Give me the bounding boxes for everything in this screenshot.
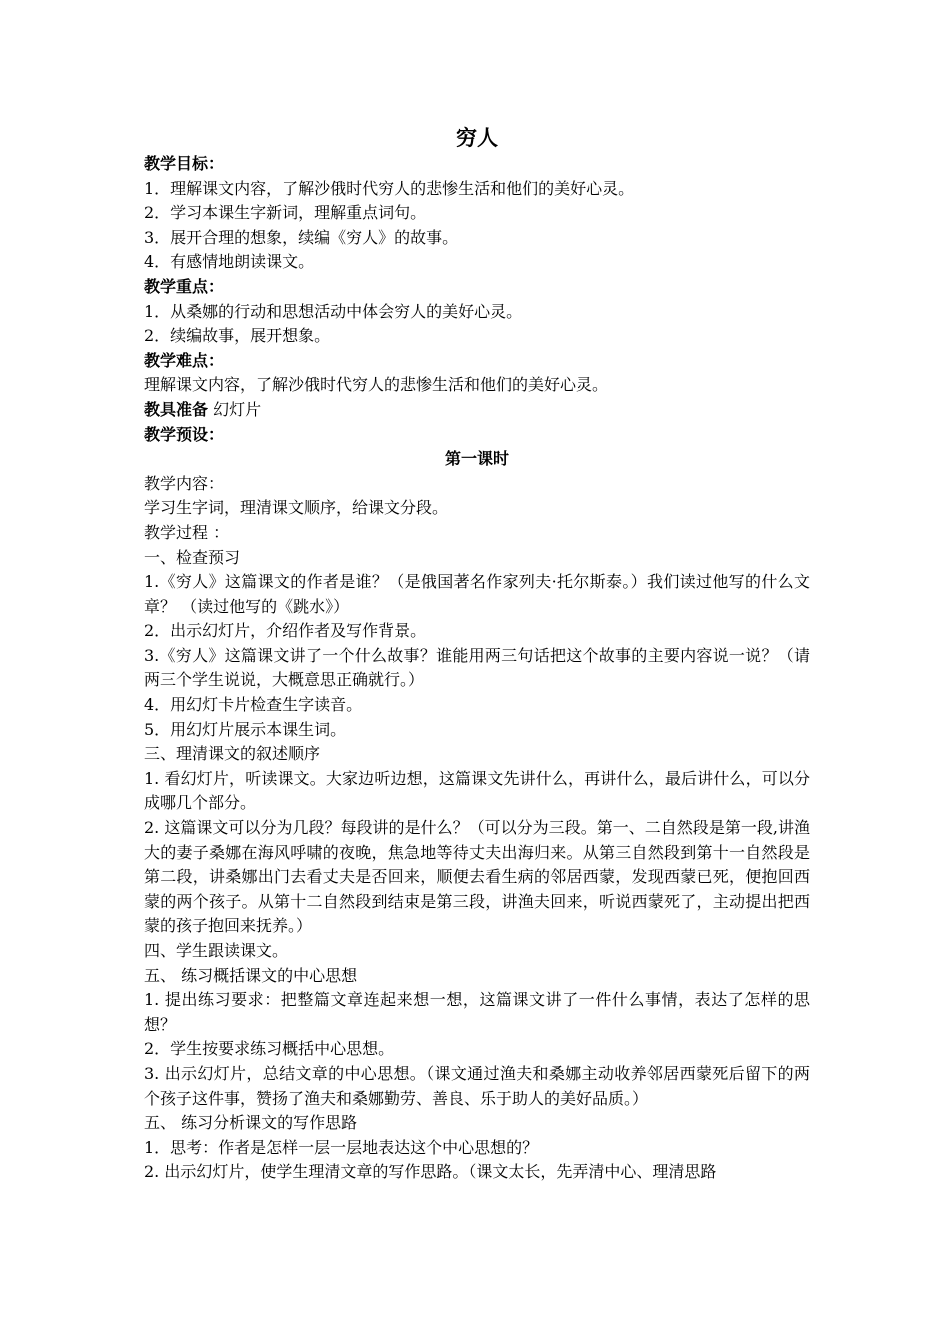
objective-item: 3．展开合理的想象，续编《穷人》的故事。 <box>144 227 459 247</box>
section-heading: 五、 练习概括课文的中心思想 <box>144 965 358 985</box>
content-label: 教学内容： <box>144 473 225 493</box>
key-point-item: 1．从桑娜的行动和思想活动中体会穷人的美好心灵。 <box>144 301 523 321</box>
tools-heading: 教具准备 <box>144 399 209 419</box>
tools-line <box>144 398 810 423</box>
document-title: 穷人 <box>456 126 498 150</box>
section-item: 3.《穷人》这篇课文讲了一个什么故事？谁能用两三句话把这个故事的主要内容说一说？（请两三个学生说说，大概意思正确就行。） <box>144 645 810 690</box>
section-heading: 四、学生跟读课文。 <box>144 941 289 960</box>
section-heading: 一、检查预习 <box>144 547 241 567</box>
section-item: 2. 出示幻灯片，使学生理清文章的写作思路。（课文太长，先弄清中心、理清思路 <box>144 1162 717 1182</box>
section-heading: 五、 练习分析课文的写作思路 <box>144 1113 358 1133</box>
section-item: 1．思考：作者是怎样一层一层地表达这个中心思想的？ <box>144 1137 539 1157</box>
document-body <box>144 126 810 1185</box>
section-item: 4．用幻灯卡片检查生字读音。 <box>144 695 363 715</box>
lesson-heading: 第一课时 <box>444 449 509 469</box>
difficulty-text: 理解课文内容，了解沙俄时代穷人的悲惨生活和他们的美好心灵。 <box>144 375 609 395</box>
objective-item: 2．学习本课生字新词，理解重点词句。 <box>144 203 427 223</box>
section-item: 1. 提出练习要求：把整篇文章连起来想一想，这篇课文讲了一件什么事情，表达了怎样的思想？ <box>144 990 810 1034</box>
section-item: 5．用幻灯片展示本课生词。 <box>144 719 347 739</box>
section-item: 3. 出示幻灯片，总结文章的中心思想。（课文通过渔夫和桑娜主动收养邻居西蒙死后留下的两个孩子这件事，赞扬了渔夫和桑娜勤劳、善良、乐于助人的美好品质。） <box>144 1063 810 1108</box>
objectives-heading: 教学目标： <box>144 154 225 173</box>
tools-text: 幻灯片 <box>208 399 262 419</box>
preset-heading: 教学预设： <box>144 424 225 444</box>
section-heading: 三、理清课文的叙述顺序 <box>144 744 321 764</box>
objective-item: 4．有感情地朗读课文。 <box>144 252 315 272</box>
section-item: 2．学生按要求练习概括中心思想。 <box>144 1039 395 1059</box>
section-item: 2. 这篇课文可以分为几段？每段讲的是什么？（可以分为三段。第一、二自然段是第一段,讲渔大的妻子桑娜在海风呼啸的夜晚，焦急地等待丈夫出海归来。从第三自然段到第十一自然段是第二段，讲桑娜出门去看丈夫是否回来，顺便去看生病的邻居西蒙，发现西蒙已死，便抱回西蒙的两个孩子。从第十二自然段到结束是第三段，讲渔夫回来，听说西蒙死了，主动提出把西蒙的孩子抱回来抚养。） <box>144 818 810 936</box>
key-points-heading: 教学重点： <box>144 276 225 296</box>
content-text: 学习生字词，理清课文顺序，给课文分段。 <box>144 498 449 518</box>
section-item: 2．出示幻灯片，介绍作者及写作背景。 <box>144 621 427 641</box>
process-label: 教学过程 ： <box>144 522 230 542</box>
objective-item: 1．理解课文内容，了解沙俄时代穷人的悲惨生活和他们的美好心灵。 <box>144 178 635 198</box>
key-point-item: 2．续编故事，展开想象。 <box>144 326 331 346</box>
section-item: 1.《穷人》这篇课文的作者是谁？（是俄国著名作家列夫·托尔斯泰。）我们读过他写的什么文章？ （读过他写的《跳水》） <box>144 572 810 616</box>
difficulty-heading: 教学难点： <box>144 350 225 370</box>
section-item: 1. 看幻灯片，听读课文。大家边听边想，这篇课文先讲什么，再讲什么，最后讲什么，可以分成哪几个部分。 <box>144 768 810 813</box>
